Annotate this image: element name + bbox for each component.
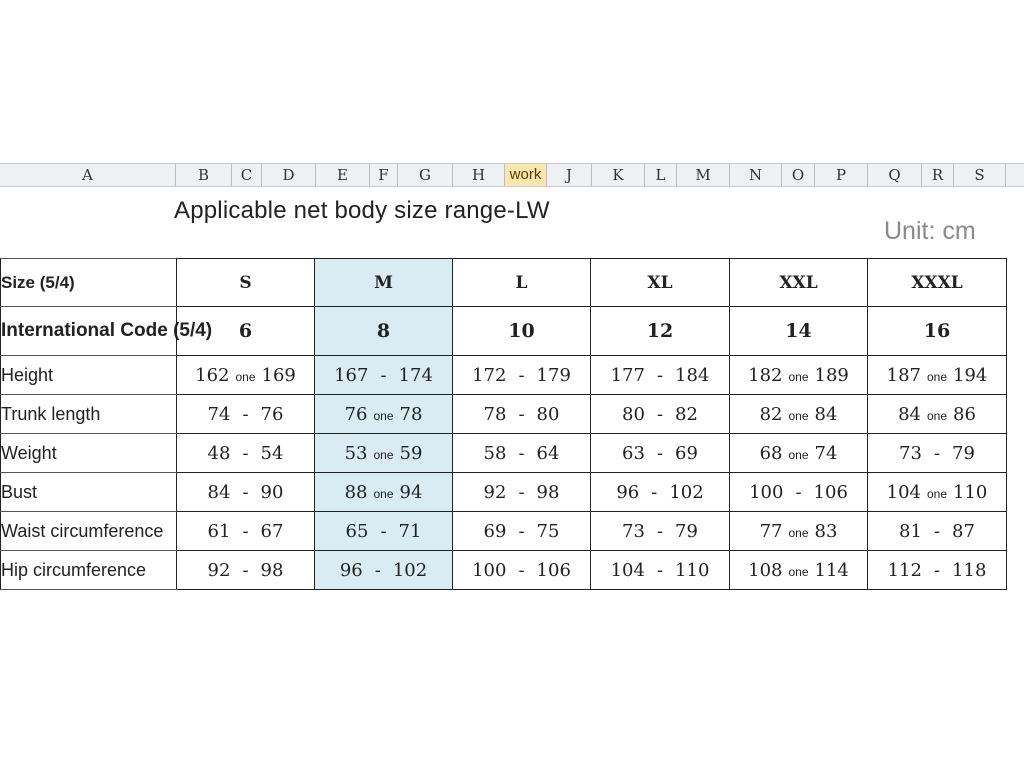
range-min: 48 — [207, 442, 231, 464]
size-label: Size (5/4) — [1, 259, 177, 307]
range-min: 92 — [207, 559, 231, 581]
column-letter[interactable]: H — [453, 164, 505, 186]
range-max: 110 — [953, 481, 988, 503]
bust-value-cell — [730, 473, 868, 512]
column-letter[interactable]: K — [592, 164, 645, 186]
range-max: 114 — [814, 559, 849, 581]
range-min: 167 — [334, 364, 369, 386]
waist-circumference-value-cell — [868, 512, 1007, 551]
range-separator: - — [795, 481, 802, 503]
bust-value-cell — [591, 473, 730, 512]
range-max: 184 — [675, 364, 710, 386]
column-letter[interactable]: B — [176, 164, 232, 186]
range-min: 84 — [207, 481, 231, 503]
range-separator: - — [518, 364, 525, 386]
column-letter[interactable]: L — [645, 164, 677, 186]
range-separator: one — [926, 408, 948, 423]
range-max: 69 — [675, 442, 698, 464]
range-separator: one — [788, 408, 809, 423]
range-max: 86 — [953, 403, 976, 425]
range-min: 61 — [207, 520, 231, 542]
trunk-length-value-cell — [868, 395, 1007, 434]
range-separator: - — [380, 364, 387, 386]
range-separator: one — [788, 369, 809, 384]
range-separator: one — [926, 369, 948, 384]
range-max: 90 — [260, 481, 284, 503]
international-code-label: International Code (5/4) — [1, 307, 177, 356]
size-chart-table — [0, 258, 1007, 590]
range-max: 84 — [814, 403, 838, 425]
range-separator: - — [380, 520, 387, 542]
range-min: 100 — [749, 481, 784, 503]
range-separator: - — [374, 559, 381, 581]
height-row — [1, 356, 1007, 395]
hip-circumference-value-cell — [315, 551, 453, 590]
range-min: 63 — [622, 442, 645, 464]
range-separator: - — [933, 520, 941, 542]
range-min: 74 — [207, 403, 231, 425]
code-cell: 6 — [177, 307, 315, 356]
range-separator: - — [518, 442, 525, 464]
range-min: 80 — [622, 403, 645, 425]
waist-circumference-value-cell — [591, 512, 730, 551]
range-max: 179 — [536, 364, 571, 386]
column-letter[interactable]: G — [398, 164, 453, 186]
range-separator: - — [242, 481, 249, 503]
trunk-length-value-cell — [315, 395, 453, 434]
size-row — [1, 259, 1007, 307]
weight-value-cell — [177, 434, 315, 473]
range-separator: one — [373, 447, 394, 462]
size-cell-m: M — [315, 259, 453, 307]
column-letter[interactable]: C — [232, 164, 262, 186]
bust-value-cell — [315, 473, 453, 512]
column-letter[interactable]: work — [505, 164, 547, 186]
range-separator: - — [518, 403, 525, 425]
range-min: 172 — [472, 364, 507, 386]
range-separator: - — [656, 403, 664, 425]
range-min: 73 — [622, 520, 645, 542]
page-title: Applicable net body size range-LW — [174, 197, 550, 224]
range-separator: - — [933, 442, 941, 464]
range-max: 75 — [536, 520, 560, 542]
range-max: 76 — [260, 403, 284, 425]
range-max: 110 — [675, 559, 710, 581]
range-max: 106 — [536, 559, 571, 581]
range-min: 77 — [759, 520, 783, 542]
trunk-length-row — [1, 395, 1007, 434]
international-code-row — [1, 307, 1007, 356]
range-min: 100 — [472, 559, 507, 581]
range-min: 162 — [195, 364, 230, 386]
hip-circumference-label: Hip circumference — [1, 551, 177, 590]
column-letter[interactable]: A — [0, 164, 176, 186]
weight-value-cell — [453, 434, 591, 473]
column-letter[interactable]: M — [677, 164, 730, 186]
code-cell: 8 — [315, 307, 453, 356]
column-letter[interactable]: R — [922, 164, 954, 186]
range-min: 88 — [344, 481, 368, 503]
range-min: 68 — [759, 442, 783, 464]
bust-label: Bust — [1, 473, 177, 512]
waist-circumference-value-cell — [177, 512, 315, 551]
range-separator: - — [656, 442, 664, 464]
column-letter[interactable]: E — [316, 164, 370, 186]
range-separator: - — [242, 442, 249, 464]
weight-value-cell — [315, 434, 453, 473]
range-max: 67 — [260, 520, 284, 542]
range-max: 118 — [952, 559, 987, 581]
range-min: 84 — [898, 403, 921, 425]
bust-value-cell — [868, 473, 1007, 512]
bust-value-cell — [177, 473, 315, 512]
code-cell: 16 — [868, 307, 1007, 356]
range-separator: one — [235, 369, 256, 384]
size-cell-xxxl: XXXL — [868, 259, 1007, 307]
range-separator: one — [788, 447, 809, 462]
range-separator: - — [518, 520, 525, 542]
range-min: 73 — [899, 442, 922, 464]
range-min: 82 — [759, 403, 783, 425]
range-separator: one — [926, 486, 948, 501]
height-value-cell — [591, 356, 730, 395]
height-value-cell — [453, 356, 591, 395]
range-max: 106 — [813, 481, 848, 503]
height-value-cell — [868, 356, 1007, 395]
height-value-cell — [730, 356, 868, 395]
range-max: 194 — [953, 364, 988, 386]
range-separator: - — [242, 520, 249, 542]
range-separator: - — [933, 559, 941, 581]
column-letter[interactable]: O — [782, 164, 815, 186]
range-min: 76 — [344, 403, 368, 425]
trunk-length-value-cell — [591, 395, 730, 434]
range-min: 78 — [483, 403, 507, 425]
code-cell: 12 — [591, 307, 730, 356]
range-max: 54 — [260, 442, 284, 464]
range-max: 94 — [399, 481, 423, 503]
trunk-length-value-cell — [453, 395, 591, 434]
size-cell-l: L — [453, 259, 591, 307]
range-min: 96 — [339, 559, 363, 581]
column-letter[interactable]: F — [370, 164, 398, 186]
height-value-cell — [177, 356, 315, 395]
range-min: 104 — [610, 559, 645, 581]
waist-circumference-row — [1, 512, 1007, 551]
range-max: 174 — [398, 364, 433, 386]
column-letter[interactable]: P — [815, 164, 868, 186]
range-max: 169 — [261, 364, 296, 386]
range-min: 92 — [483, 481, 507, 503]
range-min: 177 — [610, 364, 645, 386]
range-max: 87 — [952, 520, 975, 542]
trunk-length-value-cell — [177, 395, 315, 434]
range-max: 98 — [260, 559, 284, 581]
hip-circumference-value-cell — [591, 551, 730, 590]
unit-label: Unit: cm — [884, 217, 976, 245]
range-separator: one — [788, 525, 809, 540]
range-separator: - — [651, 481, 658, 503]
range-min: 104 — [886, 481, 921, 503]
range-min: 182 — [748, 364, 783, 386]
range-max: 189 — [814, 364, 849, 386]
weight-label: Weight — [1, 434, 177, 473]
range-separator: - — [656, 364, 664, 386]
range-max: 80 — [536, 403, 560, 425]
range-min: 58 — [483, 442, 507, 464]
range-min: 112 — [887, 559, 922, 581]
range-max: 83 — [814, 520, 838, 542]
range-max: 74 — [814, 442, 838, 464]
hip-circumference-value-cell — [453, 551, 591, 590]
weight-row — [1, 434, 1007, 473]
range-max: 79 — [675, 520, 698, 542]
weight-value-cell — [868, 434, 1007, 473]
column-letter[interactable]: Q — [868, 164, 922, 186]
trunk-length-label: Trunk length — [1, 395, 177, 434]
range-max: 71 — [398, 520, 422, 542]
spreadsheet-column-header — [0, 163, 1024, 187]
size-cell-xxl: XXL — [730, 259, 868, 307]
range-separator: - — [656, 559, 664, 581]
range-min: 69 — [483, 520, 507, 542]
height-label: Height — [1, 356, 177, 395]
range-min: 96 — [616, 481, 640, 503]
range-separator: one — [788, 564, 809, 579]
range-min: 53 — [344, 442, 368, 464]
weight-value-cell — [591, 434, 730, 473]
range-max: 82 — [675, 403, 698, 425]
hip-circumference-value-cell — [868, 551, 1007, 590]
hip-circumference-value-cell — [730, 551, 868, 590]
code-cell: 14 — [730, 307, 868, 356]
column-letter[interactable]: N — [730, 164, 782, 186]
range-max: 64 — [536, 442, 560, 464]
waist-circumference-value-cell — [453, 512, 591, 551]
range-separator: - — [518, 481, 525, 503]
range-separator: - — [518, 559, 525, 581]
column-letter[interactable]: D — [262, 164, 316, 186]
range-separator: one — [373, 408, 394, 423]
range-max: 59 — [399, 442, 423, 464]
size-cell-xl: XL — [591, 259, 730, 307]
weight-value-cell — [730, 434, 868, 473]
range-separator: - — [656, 520, 664, 542]
range-separator: - — [242, 559, 249, 581]
waist-circumference-label: Waist circumference — [1, 512, 177, 551]
column-letter[interactable]: S — [954, 164, 1006, 186]
range-max: 102 — [392, 559, 428, 581]
size-cell-s: S — [177, 259, 315, 307]
range-separator: one — [373, 486, 394, 501]
hip-circumference-row — [1, 551, 1007, 590]
range-min: 81 — [899, 520, 922, 542]
bust-value-cell — [453, 473, 591, 512]
height-value-cell — [315, 356, 453, 395]
range-separator: - — [242, 403, 249, 425]
waist-circumference-value-cell — [730, 512, 868, 551]
range-min: 108 — [748, 559, 783, 581]
code-cell: 10 — [453, 307, 591, 356]
range-max: 78 — [399, 403, 423, 425]
range-max: 98 — [536, 481, 560, 503]
range-max: 102 — [669, 481, 704, 503]
waist-circumference-value-cell — [315, 512, 453, 551]
bust-row — [1, 473, 1007, 512]
trunk-length-value-cell — [730, 395, 868, 434]
hip-circumference-value-cell — [177, 551, 315, 590]
range-min: 187 — [886, 364, 921, 386]
range-max: 79 — [952, 442, 975, 464]
range-min: 65 — [345, 520, 369, 542]
column-letter[interactable]: J — [547, 164, 592, 186]
